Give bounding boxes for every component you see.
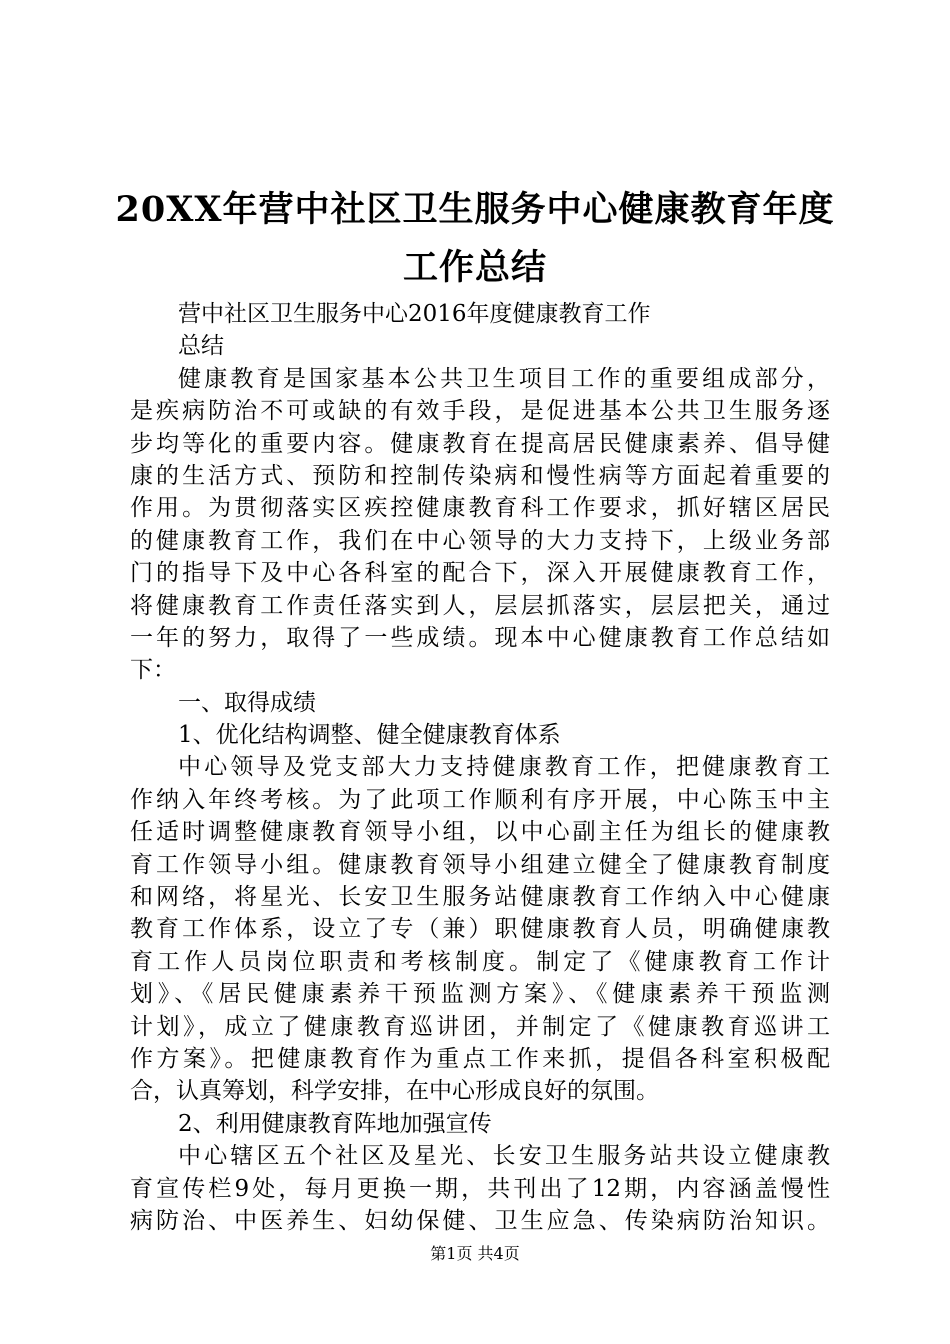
body-text-line: 教育工作体系，设立了专（兼）职健康教育人员，明确健康教 [130, 916, 830, 943]
document-body [130, 298, 830, 1237]
body-text-line: 作纳入年终考核。为了此项工作顺利有序开展，中心陈玉中主 [130, 786, 830, 813]
body-text-line: 计划》，成立了健康教育巡讲团，并制定了《健康教育巡讲工 [130, 1013, 830, 1040]
body-text-line: 的健康教育工作，我们在中心领导的大力支持下，上级业务部 [130, 527, 830, 554]
body-text-line: 育宣传栏9处，每月更换一期，共刊出了12期，内容涵盖慢性 [130, 1175, 830, 1202]
body-text-line: 是疾病防治不可或缺的有效手段，是促进基本公共卫生服务逐 [130, 398, 830, 425]
body-text-line: 中心辖区五个社区及星光、长安卫生服务站共设立健康教 [178, 1143, 830, 1170]
body-text-line: 将健康教育工作责任落实到人，层层抓落实，层层把关，通过 [130, 592, 830, 619]
body-text-line: 步均等化的重要内容。健康教育在提高居民健康素养、倡导健 [130, 430, 830, 457]
body-text-line: 合，认真筹划，科学安排，在中心形成良好的氛围。 [130, 1078, 659, 1105]
body-text-line: 任适时调整健康教育领导小组，以中心副主任为组长的健康教 [130, 819, 830, 846]
body-text-line: 门的指导下及中心各科室的配合下，深入开展健康教育工作， [130, 560, 830, 587]
body-text-line: 2、利用健康教育阵地加强宣传 [178, 1110, 492, 1137]
body-text-line: 作方案》。把健康教育作为重点工作来抓，提倡各科室积极配 [130, 1045, 830, 1072]
body-text-line: 营中社区卫生服务中心2016年度健康教育工作 [178, 301, 651, 327]
body-text-line: 育工作人员岗位职责和考核制度。制定了《健康教育工作计 [130, 948, 830, 975]
page-footer: 第1页 共4页 [430, 1244, 520, 1263]
body-text-line: 和网络，将星光、长安卫生服务站健康教育工作纳入中心健康 [130, 884, 830, 911]
body-text-line: 育工作领导小组。健康教育领导小组建立健全了健康教育制度 [130, 851, 830, 878]
body-text-line: 划》、《居民健康素养干预监测方案》、《健康素养干预监测 [130, 981, 830, 1008]
body-text-line: 1、优化结构调整、健全健康教育体系 [178, 722, 561, 749]
body-text-line: 一、取得成绩 [178, 689, 316, 716]
body-text-line: 健康教育是国家基本公共卫生项目工作的重要组成部分， [178, 365, 830, 392]
body-text-line: 作用。为贯彻落实区疾控健康教育科工作要求，抓好辖区居民 [130, 495, 830, 522]
body-text-line: 康的生活方式、预防和控制传染病和慢性病等方面起着重要的 [130, 462, 830, 489]
document-title-line-1: 20XX年营中社区卫生服务中心健康教育年度 [115, 189, 835, 230]
body-text-line: 下： [130, 657, 176, 684]
body-text-line: 中心领导及党支部大力支持健康教育工作，把健康教育工 [178, 754, 830, 781]
body-text-line: 总结 [178, 333, 224, 360]
body-text-line: 一年的努力，取得了一些成绩。现本中心健康教育工作总结如 [130, 624, 830, 651]
document-title-line-2: 工作总结 [402, 247, 547, 288]
body-text-line: 病防治、中医养生、妇幼保健、卫生应急、传染病防治知识。 [130, 1207, 830, 1234]
